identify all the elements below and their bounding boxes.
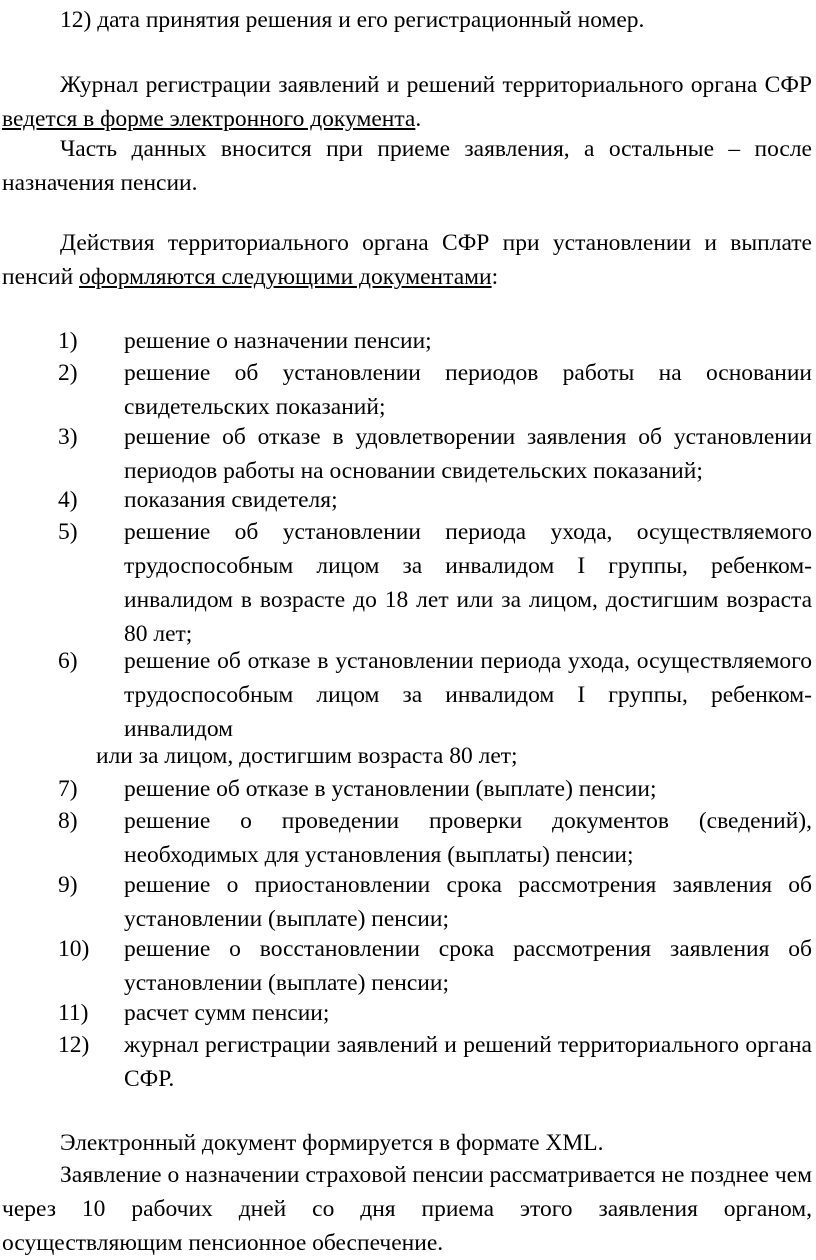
list-number: 1) [58,328,78,354]
list-number: 5) [58,519,78,545]
list-number: 6) [58,648,78,674]
journal-text: Журнал регистрации заявлений и решений территориального органа СФР [60,72,812,98]
actions-end: : [491,264,499,290]
paragraph-registration-number: 12) дата принятия решения и его регистрационный номер. [60,7,645,33]
list-item [58,996,812,1030]
list-text: журнал регистрации заявлений и решений территориального органа СФР. [124,1032,812,1092]
list-text: показания свидетеля; [124,487,338,513]
list-text: решение об установлении периода ухода, осуществляемого трудоспособным лицом за инвалидом I группы, ребенком-инвалидом в возрасте до 18 лет или за лицом, достигшим возраста 80 лет; [124,519,812,647]
list-number: 8) [58,808,78,834]
actions-underlined: оформляются следующими документами [79,264,492,290]
list-item [58,356,812,424]
list-text: решение об отказе в удовлетворении заявления об установлении периодов работы на основании свидетельских показаний; [124,424,812,484]
list-number: 9) [58,872,78,898]
list-item [58,804,812,872]
list-item [58,868,812,936]
list-number: 10) [58,936,90,962]
list-item [58,420,812,488]
list-item-continuation: или за лицом, достигшим возраста 80 лет; [96,743,518,769]
list-item [58,932,812,1000]
list-number: 2) [58,360,78,386]
list-item [58,1028,812,1096]
list-text: решение о приостановлении срока рассмотрения заявления об установлении (выплате) пенсии; [124,872,812,932]
list-number: 7) [58,776,78,802]
list-number: 12) [58,1032,90,1058]
list-number: 4) [58,487,78,513]
paragraph-pension-deadline: Заявление о назначении страховой пенсии рассматривается не позднее чем через 10 рабочих дней со дня приема этого заявления органом, осуществляющим пенсионное обеспечение. [2,1162,812,1256]
list-number: 3) [58,424,78,450]
list-text: решение о восстановлении срока рассмотрения заявления об установлении (выплате) пенсии; [124,936,812,996]
paragraph-journal [2,68,812,136]
list-item [58,644,812,746]
list-number: 11) [58,1000,89,1026]
journal-underlined: ведется в форме электронного документа [2,106,416,132]
list-text: решение об отказе в установлении периода ухода, осуществляемого трудоспособным лицом за инвалидом I группы, ребенком-инвалидом [124,648,812,742]
list-text: решение об установлении периодов работы на основании свидетельских показаний; [124,360,812,420]
list-text: решение об отказе в установлении (выплате) пенсии; [124,776,657,802]
actions-text: Действия территориального органа СФР при установлении и выплате пенсий [2,230,812,290]
list-item [58,324,812,358]
journal-end: . [415,106,422,132]
list-text: решение о проведении проверки документов (сведений), необходимых для установления (выплаты) пенсии; [124,808,812,868]
list-text: расчет сумм пенсии; [124,1000,330,1026]
list-item [58,772,812,806]
paragraph-data-entry: Часть данных вносится при приеме заявления, а остальные – после назначения пенсии. [2,136,812,196]
list-text: решение о назначении пенсии; [124,328,432,354]
paragraph-actions [2,226,812,294]
paragraph-xml: Электронный документ формируется в формате XML. [60,1130,604,1156]
list-item [58,483,812,517]
list-item [58,515,812,651]
